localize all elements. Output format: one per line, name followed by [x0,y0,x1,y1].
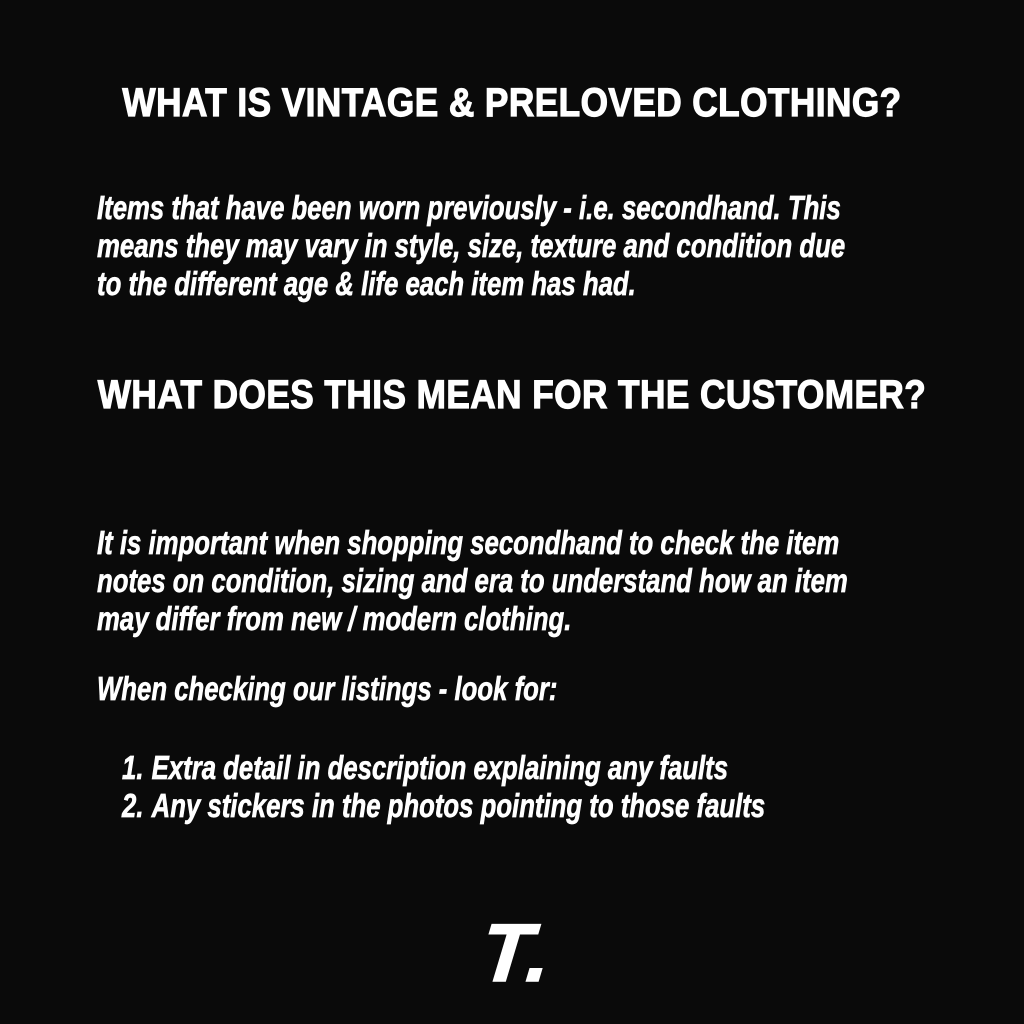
customer-paragraph [97,524,848,638]
intro-line-3: to the different age & life each item has had. [97,265,636,302]
checklist-item-1-number: 1. [122,749,144,786]
intro-paragraph [97,189,845,303]
checklist-item-2-number: 2. [122,787,144,824]
fault-checklist [122,749,765,825]
listings-intro-line [97,670,557,708]
listings-intro-text: When checking our listings - look for: [97,670,558,707]
checklist-item-2-text: Any stickers in the photos pointing to those faults [151,787,766,824]
customer-line-3: may differ from new / modern clothing. [97,600,572,637]
checklist-item-1 [122,749,765,787]
intro-line-1: Items that have been worn previously - i.e. secondhand. This [97,189,841,226]
checklist-item-2 [122,787,765,825]
customer-line-1: It is important when shopping secondhand to check the item [97,524,840,561]
customer-line-2: notes on condition, sizing and era to understand how an item [97,562,848,599]
intro-line-2: means they may vary in style, size, texture and condition due [97,227,846,264]
checklist-item-1-text: Extra detail in description explaining any faults [151,749,729,786]
main-title: WHAT IS VINTAGE & PRELOVED CLOTHING? [122,81,902,125]
customer-section-heading: WHAT DOES THIS MEAN FOR THE CUSTOMER? [97,373,927,417]
brand-logo-t-icon: T. [476,908,557,999]
brand-logo [0,908,1024,999]
